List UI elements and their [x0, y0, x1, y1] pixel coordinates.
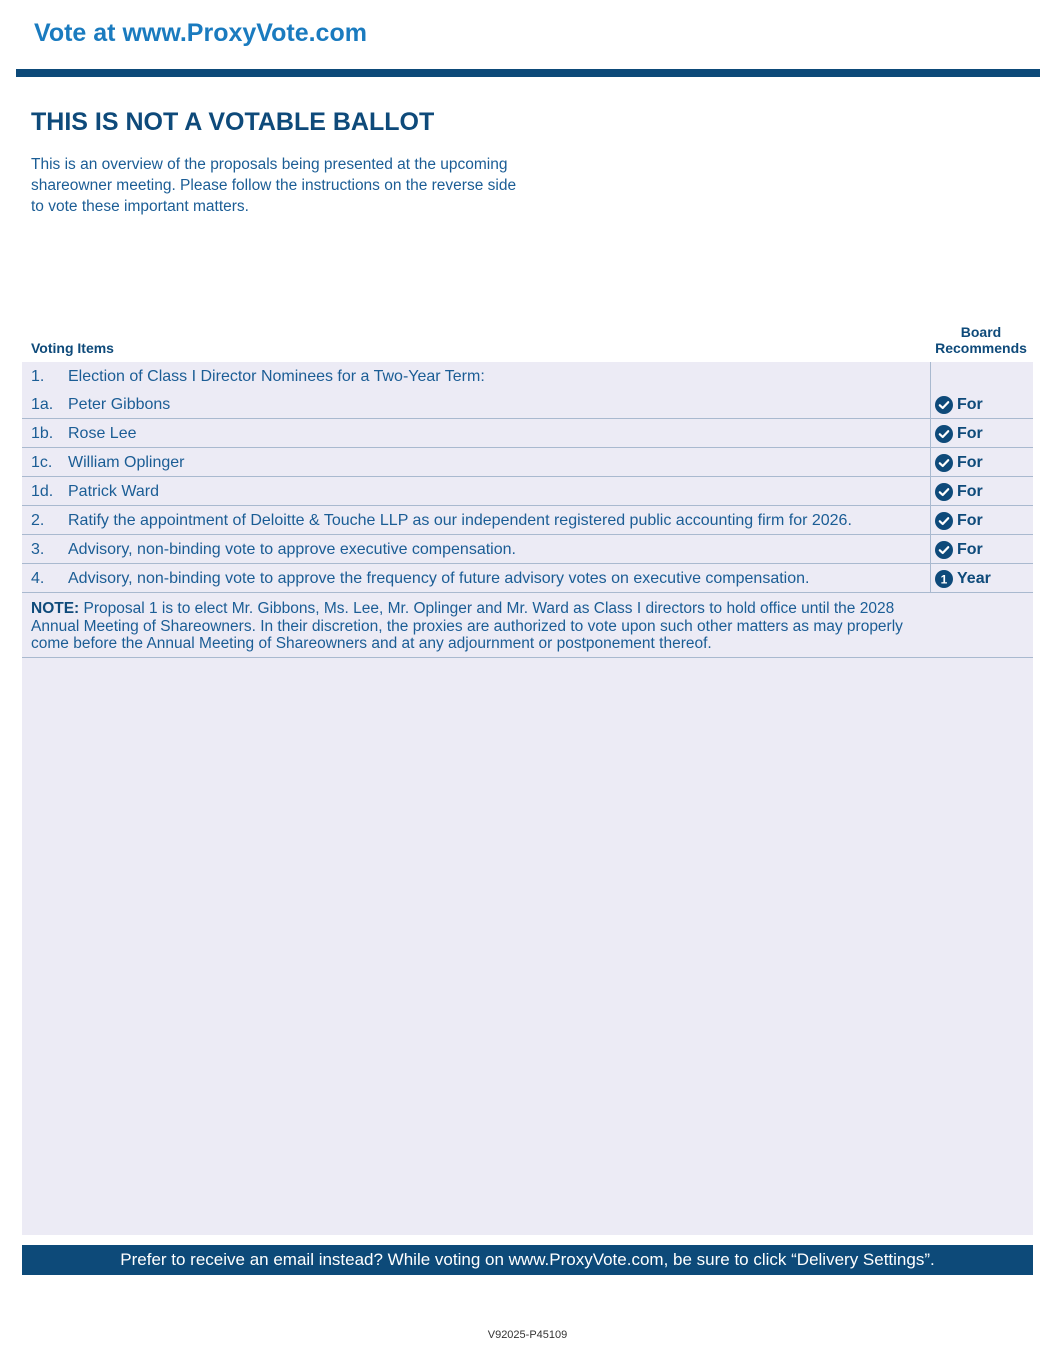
item-number: 3. [31, 541, 45, 558]
ballot-heading: THIS IS NOT A VOTABLE BALLOT [31, 108, 435, 136]
table-row [22, 535, 1033, 564]
recommendation-value: For [957, 512, 983, 529]
item-number: 4. [31, 570, 45, 587]
board-recommendation [935, 453, 983, 473]
email-delivery-banner: Prefer to receive an email instead? While voting on www.ProxyVote.com, be sure to click “Delivery Settings”. [22, 1245, 1033, 1275]
table-row [22, 506, 1033, 535]
item-text: Advisory, non-binding vote to approve the frequency of future advisory votes on executive compensation. [68, 570, 810, 587]
note-label: NOTE: [31, 600, 80, 617]
svg-text:1: 1 [940, 572, 948, 587]
check-circle-icon [935, 396, 953, 414]
board-recommendation [935, 424, 983, 444]
check-circle-icon [935, 483, 953, 501]
recommendation-value: Year [957, 570, 991, 587]
item-number: 2. [31, 512, 45, 529]
board-recommendation [935, 540, 983, 560]
item-text: Peter Gibbons [68, 396, 171, 413]
item-text: William Oplinger [68, 454, 185, 471]
check-circle-icon [935, 425, 953, 443]
voting-items-header: Voting Items [31, 340, 114, 356]
item-number: 1. [31, 368, 45, 385]
item-number: 1c. [31, 454, 53, 471]
item-text: Patrick Ward [68, 483, 159, 500]
table-row [22, 362, 1033, 390]
recommendation-value: For [957, 483, 983, 500]
board-recommendation [935, 395, 983, 415]
item-number: 1b. [31, 425, 54, 442]
board-recommends-header [928, 324, 1034, 356]
board-recommendation [935, 511, 983, 531]
proposal-note [31, 600, 931, 653]
voting-items-panel [22, 362, 1033, 1235]
board-recommendation [935, 482, 983, 502]
recommendation-value: For [957, 454, 983, 471]
item-text: Election of Class I Director Nominees for a Two-Year Term: [68, 368, 485, 385]
check-circle-icon [935, 454, 953, 472]
document-code: V92025-P45109 [487, 1329, 568, 1341]
item-text: Rose Lee [68, 425, 137, 442]
table-row [22, 564, 1033, 593]
header-divider [16, 69, 1040, 77]
item-number: 1d. [31, 483, 54, 500]
table-row [22, 390, 1033, 419]
table-row [22, 477, 1033, 506]
check-circle-icon [935, 512, 953, 530]
intro-paragraph: This is an overview of the proposals being presented at the upcoming shareowner meeting. Please follow the instructions on the reverse side to vote these important matters. [31, 156, 517, 215]
check-circle-icon [935, 541, 953, 559]
item-number: 1a. [31, 396, 54, 413]
recommendation-value: For [957, 396, 983, 413]
recommendation-value: For [957, 541, 983, 558]
note-text: Proposal 1 is to elect Mr. Gibbons, Ms. Lee, Mr. Oplinger and Mr. Ward as Class I directors to hold office until the 2028 Annual Meeting of Shareowners. In their discretion, the proxies are authorized to vote upon such other matters as may properly come before the Annual Meeting of Shareowners and at any adjournment or postponement thereof. [31, 600, 903, 652]
item-text: Ratify the appointment of Deloitte & Touche LLP as our independent registered public accounting firm for 2026. [68, 512, 852, 529]
board-recommendation [935, 569, 991, 589]
recommendation-value: For [957, 425, 983, 442]
header-title[interactable]: Vote at www.ProxyVote.com [34, 19, 367, 47]
table-row [22, 419, 1033, 448]
table-row [22, 448, 1033, 477]
board-header-line1: Board [960, 324, 1002, 340]
number-one-circle-icon [935, 570, 953, 588]
board-header-line2: Recommends [935, 340, 1027, 356]
item-text: Advisory, non-binding vote to approve executive compensation. [68, 541, 516, 558]
note-divider [22, 657, 1033, 658]
